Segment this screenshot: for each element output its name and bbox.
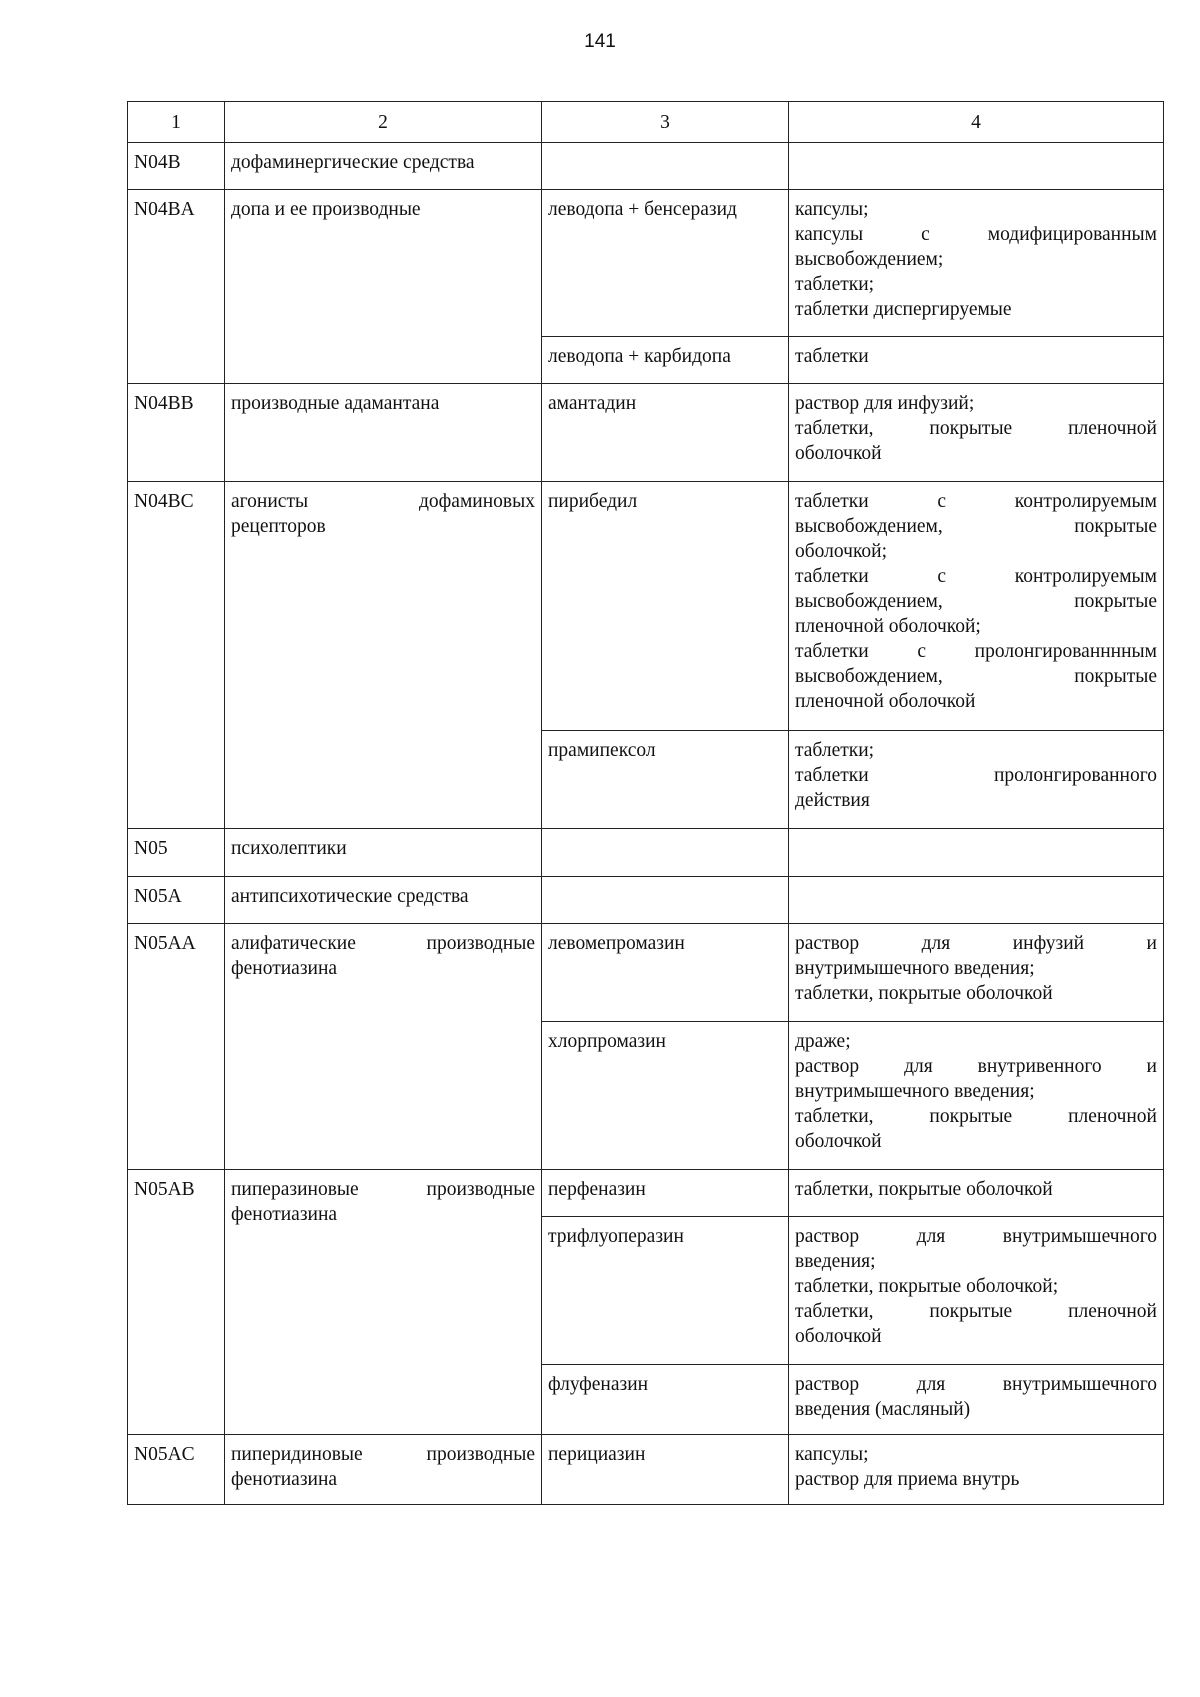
atc-code: N04BA <box>128 190 225 384</box>
dosage-form-line: пленочной оболочкой; <box>795 616 981 637</box>
atc-code: N05AA <box>128 924 225 1170</box>
table-row <box>128 877 1164 924</box>
drug-name <box>542 829 789 877</box>
drug-name: прамипексол <box>542 731 789 829</box>
dosage-forms <box>789 1365 1164 1435</box>
dosage-form-line: высвобождением, покрытые <box>795 516 1157 537</box>
dosage-forms <box>789 731 1164 829</box>
column-header-2: 2 <box>225 102 542 143</box>
dosage-form-line: капсулы; <box>795 1444 869 1465</box>
dosage-form-line: введения; <box>795 1251 876 1272</box>
drug-name: амантадин <box>542 384 789 482</box>
dosage-form-line: таблетки с контролируемым <box>795 491 1157 512</box>
dosage-forms <box>789 1435 1164 1505</box>
drug-name: трифлуоперазин <box>542 1217 789 1365</box>
group-name-line: фенотиазина <box>231 1469 338 1490</box>
dosage-form-line: высвобождением; <box>795 249 944 270</box>
group-name <box>225 924 542 1170</box>
group-name: производные адамантана <box>225 384 542 482</box>
table-row <box>128 482 1164 731</box>
dosage-forms <box>789 337 1164 384</box>
dosage-form-line: внутримышечного введения; <box>795 1081 1035 1102</box>
group-name <box>225 1170 542 1435</box>
atc-code: N05 <box>128 829 225 877</box>
atc-code: N04BC <box>128 482 225 829</box>
table-row <box>128 924 1164 1022</box>
page-number: 141 <box>584 31 616 52</box>
drug-name <box>542 143 789 190</box>
dosage-form-line: таблетки с пролонгированннным <box>795 641 1157 662</box>
dosage-form-line: высвобождением, покрытые <box>795 666 1157 687</box>
dosage-form-line: таблетки; <box>795 274 875 295</box>
dosage-form-line: введения (масляный) <box>795 1399 971 1420</box>
drug-name: леводопа + карбидопа <box>542 337 789 384</box>
dosage-form-line: капсулы с модифицированным <box>795 224 1157 245</box>
group-name <box>225 1435 542 1505</box>
table-row <box>128 190 1164 337</box>
group-name-line: фенотиазина <box>231 958 338 979</box>
drug-name: хлорпромазин <box>542 1022 789 1170</box>
dosage-form-line: таблетки, покрытые пленочной <box>795 418 1157 439</box>
drug-name: флуфеназин <box>542 1365 789 1435</box>
dosage-forms <box>789 384 1164 482</box>
dosage-form-line: пленочной оболочкой <box>795 691 976 712</box>
dosage-form-line: оболочкой <box>795 1326 882 1347</box>
group-name: антипсихотические средства <box>225 877 542 924</box>
table-row <box>128 143 1164 190</box>
drug-name: левомепромазин <box>542 924 789 1022</box>
dosage-form-line: таблетки <box>795 346 869 367</box>
drug-name: перициазин <box>542 1435 789 1505</box>
dosage-forms <box>789 190 1164 337</box>
dosage-forms <box>789 1022 1164 1170</box>
dosage-form-line: внутримышечного введения; <box>795 958 1035 979</box>
dosage-forms <box>789 482 1164 731</box>
dosage-form-line: раствор для инфузий; <box>795 393 975 414</box>
dosage-form-line: действия <box>795 790 870 811</box>
group-name-line: рецепторов <box>231 516 326 537</box>
table-row <box>128 384 1164 482</box>
dosage-form-line: оболочкой <box>795 443 882 464</box>
group-name <box>225 482 542 829</box>
dosage-form-line: оболочкой; <box>795 541 888 562</box>
column-header-1: 1 <box>128 102 225 143</box>
group-name-line: пиперидиновые производные <box>231 1444 535 1465</box>
table-row <box>128 829 1164 877</box>
drug-name: пирибедил <box>542 482 789 731</box>
dosage-forms <box>789 829 1164 877</box>
dosage-form-line: таблетки, покрытые пленочной <box>795 1106 1157 1127</box>
column-header-4: 4 <box>789 102 1164 143</box>
group-name-line: фенотиазина <box>231 1204 338 1225</box>
drug-table <box>127 101 1164 1505</box>
dosage-form-line: оболочкой <box>795 1131 882 1152</box>
dosage-forms <box>789 1217 1164 1365</box>
dosage-form-line: таблетки диспергируемые <box>795 299 1012 320</box>
dosage-form-line: раствор для инфузий и <box>795 933 1157 954</box>
dosage-form-line: таблетки, покрытые пленочной <box>795 1301 1157 1322</box>
group-name-line: алифатические производные <box>231 933 535 954</box>
atc-code: N04B <box>128 143 225 190</box>
dosage-forms <box>789 143 1164 190</box>
atc-code: N05A <box>128 877 225 924</box>
group-name-line: агонисты дофаминовых <box>231 491 535 512</box>
table-row <box>128 1435 1164 1505</box>
dosage-forms <box>789 924 1164 1022</box>
atc-code: N05AC <box>128 1435 225 1505</box>
dosage-form-line: раствор для приема внутрь <box>795 1469 1020 1490</box>
dosage-form-line: таблетки пролонгированного <box>795 765 1157 786</box>
dosage-forms <box>789 1170 1164 1217</box>
atc-code: N05AB <box>128 1170 225 1435</box>
dosage-form-line: драже; <box>795 1031 851 1052</box>
group-name: дофаминергические средства <box>225 143 542 190</box>
table-header-row <box>128 102 1164 143</box>
dosage-form-line: таблетки, покрытые оболочкой <box>795 983 1053 1004</box>
drug-name: леводопа + бенсеразид <box>542 190 789 337</box>
drug-name <box>542 877 789 924</box>
dosage-form-line: раствор для внутривенного и <box>795 1056 1157 1077</box>
dosage-form-line: раствор для внутримышечного <box>795 1374 1157 1395</box>
atc-code: N04BB <box>128 384 225 482</box>
group-name: допа и ее производные <box>225 190 542 384</box>
dosage-form-line: таблетки, покрытые оболочкой <box>795 1179 1053 1200</box>
dosage-form-line: таблетки с контролируемым <box>795 566 1157 587</box>
drug-name: перфеназин <box>542 1170 789 1217</box>
dosage-form-line: таблетки; <box>795 740 875 761</box>
table-row <box>128 1170 1164 1217</box>
dosage-form-line: капсулы; <box>795 199 869 220</box>
dosage-form-line: высвобождением, покрытые <box>795 591 1157 612</box>
dosage-form-line: раствор для внутримышечного <box>795 1226 1157 1247</box>
group-name: психолептики <box>225 829 542 877</box>
group-name-line: пиперазиновые производные <box>231 1179 535 1200</box>
dosage-forms <box>789 877 1164 924</box>
column-header-3: 3 <box>542 102 789 143</box>
dosage-form-line: таблетки, покрытые оболочкой; <box>795 1276 1059 1297</box>
